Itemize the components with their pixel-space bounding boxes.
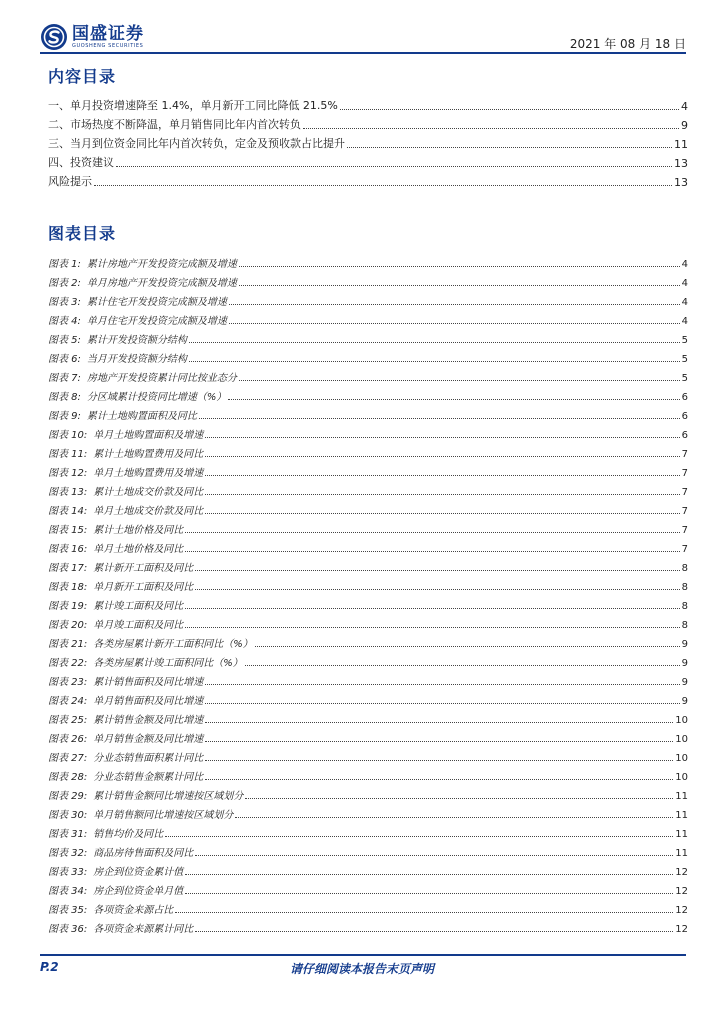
figure-entry[interactable] xyxy=(48,384,688,403)
figure-number: 图表 15: xyxy=(48,525,88,536)
figure-title: 累计土地价格及同比 xyxy=(93,525,184,536)
figure-number: 图表 22: xyxy=(48,658,88,669)
figure-entry-page: 11 xyxy=(675,791,688,802)
toc-entry-page: 13 xyxy=(674,176,688,189)
figure-entry-page: 5 xyxy=(681,354,688,365)
figure-entry[interactable] xyxy=(48,821,688,840)
figure-title: 各项资金来源占比 xyxy=(93,905,174,916)
figure-entry-page: 8 xyxy=(681,620,688,631)
figure-number: 图表 26: xyxy=(48,734,88,745)
dot-leader xyxy=(239,285,680,286)
dot-leader xyxy=(195,931,673,932)
figure-entry[interactable] xyxy=(48,707,688,726)
figure-number: 图表 14: xyxy=(48,506,88,517)
toc-entry-label: 一、单月投资增速降至 1.4%，单月新开工同比降低 21.5% xyxy=(48,99,338,112)
dot-leader xyxy=(195,570,679,571)
figure-number: 图表 13: xyxy=(48,487,88,498)
figure-entry[interactable] xyxy=(48,441,688,460)
figure-entry-page: 7 xyxy=(681,506,688,517)
figure-entry-page: 10 xyxy=(675,715,688,726)
figure-entry-label xyxy=(48,559,193,574)
toc-entry[interactable] xyxy=(48,170,688,189)
figure-entry-page: 8 xyxy=(681,601,688,612)
figure-entry-label xyxy=(48,692,203,707)
figure-entry[interactable] xyxy=(48,479,688,498)
dot-leader xyxy=(195,855,673,856)
dot-leader xyxy=(205,475,679,476)
dot-leader xyxy=(205,513,679,514)
figure-title: 分区域累计投资同比增速（%） xyxy=(86,392,227,403)
figure-entry-page: 10 xyxy=(675,772,688,783)
toc-entry-label: 风险提示 xyxy=(48,175,92,188)
figure-entry-label xyxy=(48,483,203,498)
figure-title: 房地产开发投资累计同比按业态分 xyxy=(86,373,237,384)
figure-title: 累计土地购置面积及同比 xyxy=(86,411,197,422)
figure-entry-page: 9 xyxy=(681,639,688,650)
dot-leader xyxy=(185,551,679,552)
dot-leader xyxy=(205,494,679,495)
figure-entry-label xyxy=(48,920,193,935)
figure-entry-label xyxy=(48,825,163,840)
figure-entry[interactable] xyxy=(48,346,688,365)
figure-entry-page: 11 xyxy=(675,829,688,840)
figure-entry-label xyxy=(48,901,173,916)
figure-title: 当月开发投资额分结构 xyxy=(86,354,187,365)
figure-number: 图表 10: xyxy=(48,430,88,441)
toc-entry-label: 四、投资建议 xyxy=(48,156,114,169)
figure-title: 单月土地购置费用及增速 xyxy=(93,468,204,479)
figure-title: 房企到位资金累计值 xyxy=(93,867,184,878)
figure-entry-page: 12 xyxy=(675,867,688,878)
figure-entry[interactable] xyxy=(48,517,688,536)
figure-title: 累计开发投资额分结构 xyxy=(86,335,187,346)
figure-entry-label xyxy=(48,331,187,346)
figure-entry-label xyxy=(48,540,183,555)
figure-entry-page: 9 xyxy=(681,658,688,669)
figure-entry-page: 12 xyxy=(675,924,688,935)
figure-number: 图表 30: xyxy=(48,810,88,821)
figure-entry[interactable] xyxy=(48,270,688,289)
figure-title: 单月销售金额及同比增速 xyxy=(93,734,204,745)
toc-entry[interactable] xyxy=(48,132,688,151)
figure-entry[interactable] xyxy=(48,916,688,935)
figure-entry-label xyxy=(48,407,197,422)
figure-number: 图表 3: xyxy=(48,297,81,308)
figure-number: 图表 33: xyxy=(48,867,88,878)
figure-entry-page: 11 xyxy=(675,848,688,859)
figure-number: 图表 23: xyxy=(48,677,88,688)
figure-entry-label xyxy=(48,863,183,878)
figure-entry-label xyxy=(48,597,183,612)
figure-entry-label xyxy=(48,749,203,764)
figure-entry[interactable] xyxy=(48,251,688,270)
figure-entry-page: 7 xyxy=(681,468,688,479)
dot-leader xyxy=(185,608,679,609)
figure-entry-label xyxy=(48,673,203,688)
figure-entry-label xyxy=(48,844,193,859)
figure-number: 图表 5: xyxy=(48,335,81,346)
figure-number: 图表 11: xyxy=(48,449,88,460)
figure-title: 累计竣工面积及同比 xyxy=(93,601,184,612)
figure-number: 图表 6: xyxy=(48,354,81,365)
figure-entry[interactable] xyxy=(48,403,688,422)
toc-entry-label: 二、市场热度不断降温，单月销售同比年内首次转负 xyxy=(48,118,301,131)
dot-leader xyxy=(94,185,672,186)
figure-entry[interactable] xyxy=(48,422,688,441)
toc-entry-label: 三、当月到位资金同比年内首次转负，定金及预收款占比提升 xyxy=(48,137,345,150)
figure-entry-label xyxy=(48,882,183,897)
dot-leader xyxy=(205,722,673,723)
figure-title: 累计土地成交价款及同比 xyxy=(93,487,204,498)
figure-entry-page: 4 xyxy=(681,278,688,289)
figure-number: 图表 31: xyxy=(48,829,88,840)
figure-entry-label xyxy=(48,274,237,289)
figure-title: 销售均价及同比 xyxy=(93,829,164,840)
figure-entry-label xyxy=(48,806,233,821)
dot-leader xyxy=(205,741,673,742)
figure-entry[interactable] xyxy=(48,764,688,783)
figure-number: 图表 24: xyxy=(48,696,88,707)
figure-number: 图表 28: xyxy=(48,772,88,783)
guosheng-logo-icon xyxy=(40,23,68,51)
figure-entry[interactable] xyxy=(48,460,688,479)
dot-leader xyxy=(165,836,673,837)
figure-title: 单月竣工面积及同比 xyxy=(93,620,184,631)
figure-entry[interactable] xyxy=(48,308,688,327)
figure-entry-page: 6 xyxy=(681,392,688,403)
toc-entry-page: 4 xyxy=(681,100,688,113)
figure-number: 图表 32: xyxy=(48,848,88,859)
figure-entry-label xyxy=(48,578,193,593)
figure-title: 各项资金来源累计同比 xyxy=(93,924,194,935)
figure-number: 图表 27: xyxy=(48,753,88,764)
figure-title: 房企到位资金单月值 xyxy=(93,886,184,897)
figure-entry[interactable] xyxy=(48,612,688,631)
figure-number: 图表 7: xyxy=(48,373,81,384)
dot-leader xyxy=(185,893,673,894)
figure-entry-page: 10 xyxy=(675,734,688,745)
figure-entry[interactable] xyxy=(48,536,688,555)
figure-title: 单月房地产开发投资完成额及增速 xyxy=(86,278,237,289)
figure-number: 图表 19: xyxy=(48,601,88,612)
toc-entry-page: 11 xyxy=(674,138,688,151)
toc-heading: 内容目录 xyxy=(48,67,117,86)
contents-list xyxy=(48,94,688,189)
figure-entry-label xyxy=(48,350,187,365)
dot-leader xyxy=(189,342,680,343)
figure-number: 图表 25: xyxy=(48,715,88,726)
figure-title: 累计销售金额及同比增速 xyxy=(93,715,204,726)
figure-title: 累计新开工面积及同比 xyxy=(93,563,194,574)
report-date: 2021 年 08 月 18 日 xyxy=(569,37,686,51)
figure-entry-label xyxy=(48,768,203,783)
dot-leader xyxy=(205,684,679,685)
figure-number: 图表 2: xyxy=(48,278,81,289)
disclaimer-note: 请仔细阅读本报告末页声明 xyxy=(289,962,434,976)
figure-entry-label xyxy=(48,312,227,327)
figure-entry-page: 6 xyxy=(681,411,688,422)
figure-title: 分业态销售金额累计同比 xyxy=(93,772,204,783)
toc-entry-page: 13 xyxy=(674,157,688,170)
figure-title: 单月住宅开发投资完成额及增速 xyxy=(86,316,227,327)
figure-entry-label xyxy=(48,730,203,745)
dot-leader xyxy=(185,532,679,533)
dot-leader xyxy=(185,627,679,628)
figure-entry-page: 7 xyxy=(681,544,688,555)
dot-leader xyxy=(239,266,680,267)
page-number: P.2 xyxy=(40,960,59,974)
figure-entry[interactable] xyxy=(48,498,688,517)
dot-leader xyxy=(205,456,679,457)
dot-leader xyxy=(340,109,679,110)
figure-number: 图表 35: xyxy=(48,905,88,916)
dot-leader xyxy=(195,589,679,590)
figure-entry[interactable] xyxy=(48,897,688,916)
figure-entry-page: 7 xyxy=(681,487,688,498)
figure-title: 累计土地购置费用及同比 xyxy=(93,449,204,460)
brand-name-en: GUOSHENG SECURITIES xyxy=(72,42,144,49)
figure-title: 单月销售面积及同比增速 xyxy=(93,696,204,707)
figure-entry-page: 9 xyxy=(681,696,688,707)
figure-entry-label xyxy=(48,654,243,669)
toc-entry[interactable] xyxy=(48,151,688,170)
figure-number: 图表 4: xyxy=(48,316,81,327)
figure-entry-label xyxy=(48,616,183,631)
figure-title: 单月销售额同比增速按区域划分 xyxy=(93,810,234,821)
figure-entry-page: 8 xyxy=(681,563,688,574)
figure-entry[interactable] xyxy=(48,631,688,650)
figure-entry[interactable] xyxy=(48,365,688,384)
figure-entry[interactable] xyxy=(48,289,688,308)
figure-entry-label xyxy=(48,255,237,270)
figure-entry[interactable] xyxy=(48,669,688,688)
figure-entry[interactable] xyxy=(48,688,688,707)
dot-leader xyxy=(229,323,680,324)
dot-leader xyxy=(229,304,680,305)
toc-entry[interactable] xyxy=(48,113,688,132)
figure-title: 累计销售金额同比增速按区域划分 xyxy=(93,791,244,802)
figure-entry-page: 4 xyxy=(681,297,688,308)
figure-number: 图表 17: xyxy=(48,563,88,574)
figure-entry-label xyxy=(48,635,253,650)
figure-entry-page: 6 xyxy=(681,430,688,441)
dot-leader xyxy=(189,361,680,362)
dot-leader xyxy=(205,437,679,438)
figure-entry[interactable] xyxy=(48,745,688,764)
figure-entry[interactable] xyxy=(48,555,688,574)
figure-entry-page: 10 xyxy=(675,753,688,764)
figure-entry-page: 7 xyxy=(681,525,688,536)
figure-entry[interactable] xyxy=(48,726,688,745)
figure-entry-page: 12 xyxy=(675,886,688,897)
figure-entry-label xyxy=(48,293,227,308)
figure-entry-page: 5 xyxy=(681,335,688,346)
figure-number: 图表 1: xyxy=(48,259,81,270)
figure-title: 分业态销售面积累计同比 xyxy=(93,753,204,764)
figure-number: 图表 9: xyxy=(48,411,81,422)
figure-number: 图表 12: xyxy=(48,468,88,479)
dot-leader xyxy=(239,380,680,381)
figure-entry[interactable] xyxy=(48,650,688,669)
figure-entry-page: 12 xyxy=(675,905,688,916)
figure-entry[interactable] xyxy=(48,574,688,593)
figure-entry-label xyxy=(48,502,203,517)
company-logo xyxy=(40,20,144,54)
figure-entry[interactable] xyxy=(48,878,688,897)
figure-title: 单月土地购置面积及增速 xyxy=(93,430,204,441)
dot-leader xyxy=(303,128,679,129)
figure-number: 图表 21: xyxy=(48,639,88,650)
figure-entry[interactable] xyxy=(48,859,688,878)
dot-leader xyxy=(205,779,673,780)
figure-title: 单月新开工面积及同比 xyxy=(93,582,194,593)
figure-entry[interactable] xyxy=(48,593,688,612)
dot-leader xyxy=(347,147,672,148)
header-divider xyxy=(40,52,686,54)
dot-leader xyxy=(255,646,680,647)
dot-leader xyxy=(199,418,680,419)
figure-title: 商品房待售面积及同比 xyxy=(93,848,194,859)
figure-entry-page: 7 xyxy=(681,449,688,460)
figure-entry-page: 4 xyxy=(681,316,688,327)
dot-leader xyxy=(205,703,679,704)
figure-entry-label xyxy=(48,445,203,460)
figure-entry-page: 4 xyxy=(681,259,688,270)
brand-name-cn: 国盛证券 xyxy=(72,23,144,44)
figure-number: 图表 8: xyxy=(48,392,81,403)
figure-title: 各类房屋累计竣工面积同比（%） xyxy=(93,658,243,669)
figure-entry-page: 11 xyxy=(675,810,688,821)
dot-leader xyxy=(185,874,673,875)
figure-entry[interactable] xyxy=(48,783,688,802)
figure-entry-page: 9 xyxy=(681,677,688,688)
dot-leader xyxy=(175,912,673,913)
toc-entry-page: 9 xyxy=(681,119,688,132)
figure-title: 累计销售面积及同比增速 xyxy=(93,677,204,688)
figure-entry-label xyxy=(48,369,237,384)
figure-number: 图表 34: xyxy=(48,886,88,897)
dot-leader xyxy=(205,760,673,761)
figure-entry[interactable] xyxy=(48,802,688,821)
figure-title: 累计房地产开发投资完成额及增速 xyxy=(86,259,237,270)
figure-title: 累计住宅开发投资完成额及增速 xyxy=(86,297,227,308)
figure-list-heading: 图表目录 xyxy=(48,224,117,243)
toc-entry[interactable] xyxy=(48,94,688,113)
figure-entry[interactable] xyxy=(48,840,688,859)
figure-entry[interactable] xyxy=(48,327,688,346)
figure-entry-label xyxy=(48,388,226,403)
dot-leader xyxy=(235,817,673,818)
figure-title: 各类房屋累计新开工面积同比（%） xyxy=(93,639,253,650)
figure-title: 单月土地价格及同比 xyxy=(93,544,184,555)
figure-number: 图表 18: xyxy=(48,582,88,593)
figure-list xyxy=(48,251,688,935)
figure-entry-page: 5 xyxy=(681,373,688,384)
figure-number: 图表 16: xyxy=(48,544,88,555)
dot-leader xyxy=(245,798,673,799)
figure-entry-label xyxy=(48,521,183,536)
footer-divider xyxy=(40,954,686,956)
dot-leader xyxy=(228,399,679,400)
figure-title: 单月土地成交价款及同比 xyxy=(93,506,204,517)
figure-number: 图表 29: xyxy=(48,791,88,802)
dot-leader xyxy=(116,166,672,167)
figure-entry-label xyxy=(48,711,203,726)
figure-entry-page: 8 xyxy=(681,582,688,593)
figure-number: 图表 36: xyxy=(48,924,88,935)
figure-number: 图表 20: xyxy=(48,620,88,631)
dot-leader xyxy=(245,665,680,666)
figure-entry-label xyxy=(48,426,203,441)
page-header xyxy=(40,20,686,54)
figure-entry-label xyxy=(48,787,243,802)
figure-entry-label xyxy=(48,464,203,479)
